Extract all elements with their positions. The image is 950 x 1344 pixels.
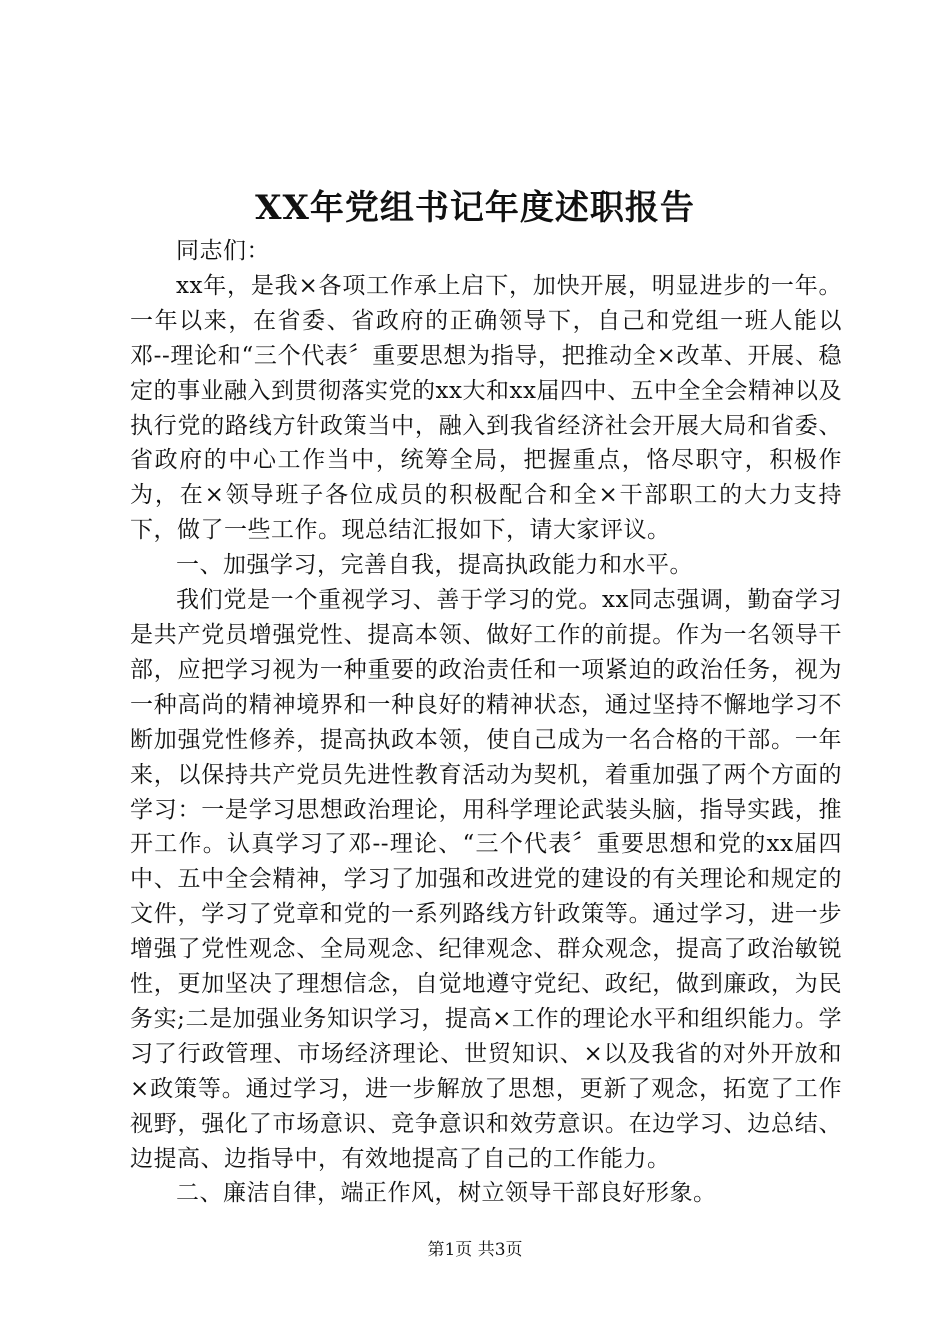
document-title: XX年党组书记年度述职报告 — [255, 188, 695, 228]
page-number-footer: 第1页 共3页 — [427, 1240, 523, 1260]
section-heading-2: 二、廉洁自律，端正作风，树立领导干部良好形象。 — [176, 1180, 717, 1207]
paragraph-study: 我们党是一个重视学习、善于学习的党。xx同志强调，勤奋学习是共产党员增强党性、提高本领、做好工作的前提。作为一名领导干部，应把学习视为一种重要的政治责任和一项紧迫的政治任务，视为一种高尚的精神境界和一种良好的精神状态，通过坚持不懈地学习不断加强党性修养，提高执政本领，使自己成为一名合格的干部。一年来，以保持共产党员先进性教育活动为契机，着重加强了两个方面的学习：一是学习思想政治理论，用科学理论武装头脑，指导实践，推开工作。认真学习了邓--理论、“三个代表〞重要思想和党的xx届四中、五中全会精神，学习了加强和改进党的建设的有关理论和规定的文件，学习了党章和党的一系列路线方针政策等。通过学习，进一步增强了党性观念、全局观念、纪律观念、群众观念，提高了政治敏锐性，更加坚决了理想信念，自觉地遵守党纪、政纪，做到廉政，为民务实;二是加强业务知识学习，提高×工作的理论水平和组织能力。学习了行政管理、市场经济理论、世贸知识、×以及我省的对外开放和×政策等。通过学习，进一步解放了思想，更新了观念，拓宽了工作视野，强化了市场意识、竞争意识和效劳意识。在边学习、边总结、边提高、边指导中，有效地提高了自己的工作能力。 — [130, 587, 842, 1172]
document-body — [130, 234, 842, 1211]
section-heading-1: 一、加强学习，完善自我，提高执政能力和水平。 — [176, 552, 693, 579]
salutation: 同志们： — [176, 238, 270, 264]
paragraph-intro: xx年，是我×各项工作承上启下，加快开展，明显进步的一年。一年以来，在省委、省政府的正确领导下，自己和党组一班人能以邓--理论和“三个代表〞重要思想为指导，把推动全×改革、开展、稳定的事业融入到贯彻落实党的xx大和xx届四中、五中全全会精神以及执行党的路线方针政策当中，融入到我省经济社会开展大局和省委、省政府的中心工作当中，统筹全局，把握重点，恪尽职守，积极作为，在×领导班子各位成员的积极配合和全×干部职工的大力支持下，做了一些工作。现总结汇报如下，请大家评议。 — [130, 272, 842, 544]
